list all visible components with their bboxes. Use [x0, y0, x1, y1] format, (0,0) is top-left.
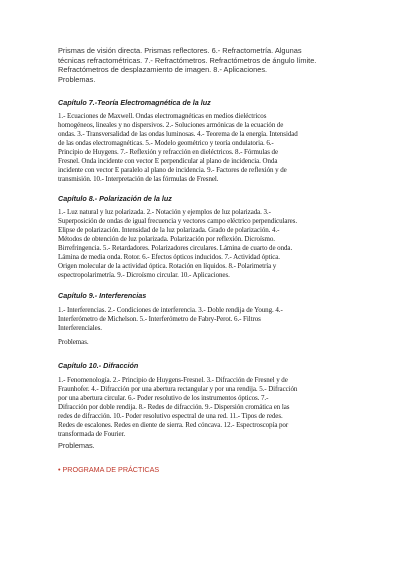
chapter-line: redes de difracción. 10.- Poder resolutivo espectral de una red. 11.- Tipos de redes.: [58, 412, 283, 421]
intro-problems: Problemas.: [58, 74, 96, 84]
intro-line: Refractómetros de desplazamiento de imagen. 8.- Aplicaciones.: [58, 65, 268, 75]
chapter-10-section: [58, 361, 370, 370]
chapter-line: 1.- Fenomenología. 2.- Principio de Huygens-Fresnel. 3.- Difracción de Fresnel y de: [58, 376, 288, 384]
chapter-line: Redes de escalones. Redes en diente de sierra. Red cóncava. 12.- Espectroscopía por: [58, 421, 289, 430]
intro-block: [58, 46, 370, 84]
chapter-10-problems-wrap: [58, 441, 370, 450]
chapter-line: incidente con vector E paralelo al plano de incidencia. 9.- Factores de reflexión y de: [58, 166, 287, 175]
chapter-line: de las ondas electromagnéticas. 5.- Modelo geométrico y teoría ondulatoria. 6.-: [58, 139, 274, 148]
chapter-8-section: [58, 194, 370, 203]
chapter-10-title: Capítulo 10.- Difracción: [58, 361, 139, 370]
intro-line: Prismas de visión directa. Prismas reflectores. 6.- Refractometría. Algunas: [58, 46, 302, 55]
chapter-10-problems: Problemas.: [58, 441, 95, 450]
chapter-7-body: [58, 112, 370, 184]
chapter-line: Elipse de polarización. Intensidad de la luz polarizada. Grado de polarización. 4.-: [58, 226, 280, 235]
chapter-line: Lámina de media onda. Rotor. 6.- Efectos ópticos inducidos. 7.- Actividad óptica.: [58, 253, 280, 262]
chapter-line: 1.- Luz natural y luz polarizada. 2.- Notación y ejemplos de luz polarizada. 3.-: [58, 208, 271, 216]
chapter-line: por una abertura circular. 6.- Poder resolutivo de los instrumentos ópticos. 7.-: [58, 394, 269, 403]
chapter-line: Principio de Huygens. 7.- Reflexión y refracción en dieléctricos. 8.- Fórmulas de: [58, 148, 278, 157]
chapter-line: Fraunhofer. 4.- Difracción por una abertura rectangular y por una rendija. 5.- Difracción: [58, 385, 298, 394]
chapter-9-section: [58, 291, 370, 300]
chapter-line: espectropolarimetría. 9.- Dicroísmo circular. 10.- Aplicaciones.: [58, 271, 230, 280]
chapter-9-problems: Problemas.: [58, 338, 89, 346]
chapter-line: Birrefringencia. 5.- Retardadores. Polarizadores circulares. Lámina de cuarto de onda.: [58, 244, 293, 253]
chapter-7-title: Capítulo 7.-Teoría Electromagnética de la luz: [58, 98, 211, 107]
practice-program-wrap: [58, 465, 370, 474]
chapter-line: 1.- Interferencias. 2.- Condiciones de interferencia. 3.- Doble rendija de Young. 4.-: [58, 306, 283, 314]
chapter-line: Origen molecular de la actividad óptica. Rotación en líquidos. 8.- Polarimetría y: [58, 262, 277, 271]
chapter-9-body: [58, 306, 370, 333]
chapter-line: homogéneos, lineales y no dispersivos. 2.- Soluciones armónicas de la ecuación de: [58, 121, 284, 130]
chapter-line: transformada de Fourier.: [58, 430, 126, 439]
chapter-8-title: Capítulo 8.- Polarización de la luz: [58, 194, 172, 203]
chapter-10-body: [58, 376, 370, 439]
chapter-line: Fresnel. Onda incidente con vector E perpendicular al plano de incidencia. Onda: [58, 157, 278, 166]
chapter-line: ondas. 3.- Transversalidad de las ondas luminosas. 4.- Teorema de la energía. Intensidad: [58, 130, 298, 139]
chapter-9-title: Capítulo 9.- Interferencias: [58, 291, 147, 300]
chapter-line: Difracción por doble rendija. 8.- Redes de difracción. 9.- Dispersión cromática en las: [58, 403, 290, 412]
chapter-9-problems-wrap: [58, 338, 370, 347]
chapter-line: Métodos de obtención de luz polarizada. Polarización por reflexión. Dicroísmo.: [58, 235, 275, 244]
chapter-line: Superposición de ondas de igual frecuencia y vectores campo eléctrico perpendiculares.: [58, 217, 297, 226]
chapter-7-section: [58, 98, 370, 107]
chapter-line: Interferenciales.: [58, 324, 102, 333]
intro-line: técnicas refractométricas. 7.- Refractómetros. Refractómetros de ángulo límite.: [58, 55, 317, 65]
chapter-8-body: [58, 208, 370, 280]
chapter-line: transmisión. 10.- Interpretación de las fórmulas de Fresnel.: [58, 175, 219, 184]
chapter-line: Interferómetro de Michelson. 5.- Interferómetro de Fabry-Perot. 6.- Filtros: [58, 315, 261, 324]
chapter-line: 1.- Ecuaciones de Maxwell. Ondas electromagnéticas en medios dieléctricos: [58, 112, 267, 120]
practice-program-link[interactable]: • PROGRAMA DE PRÁCTICAS: [58, 465, 160, 474]
